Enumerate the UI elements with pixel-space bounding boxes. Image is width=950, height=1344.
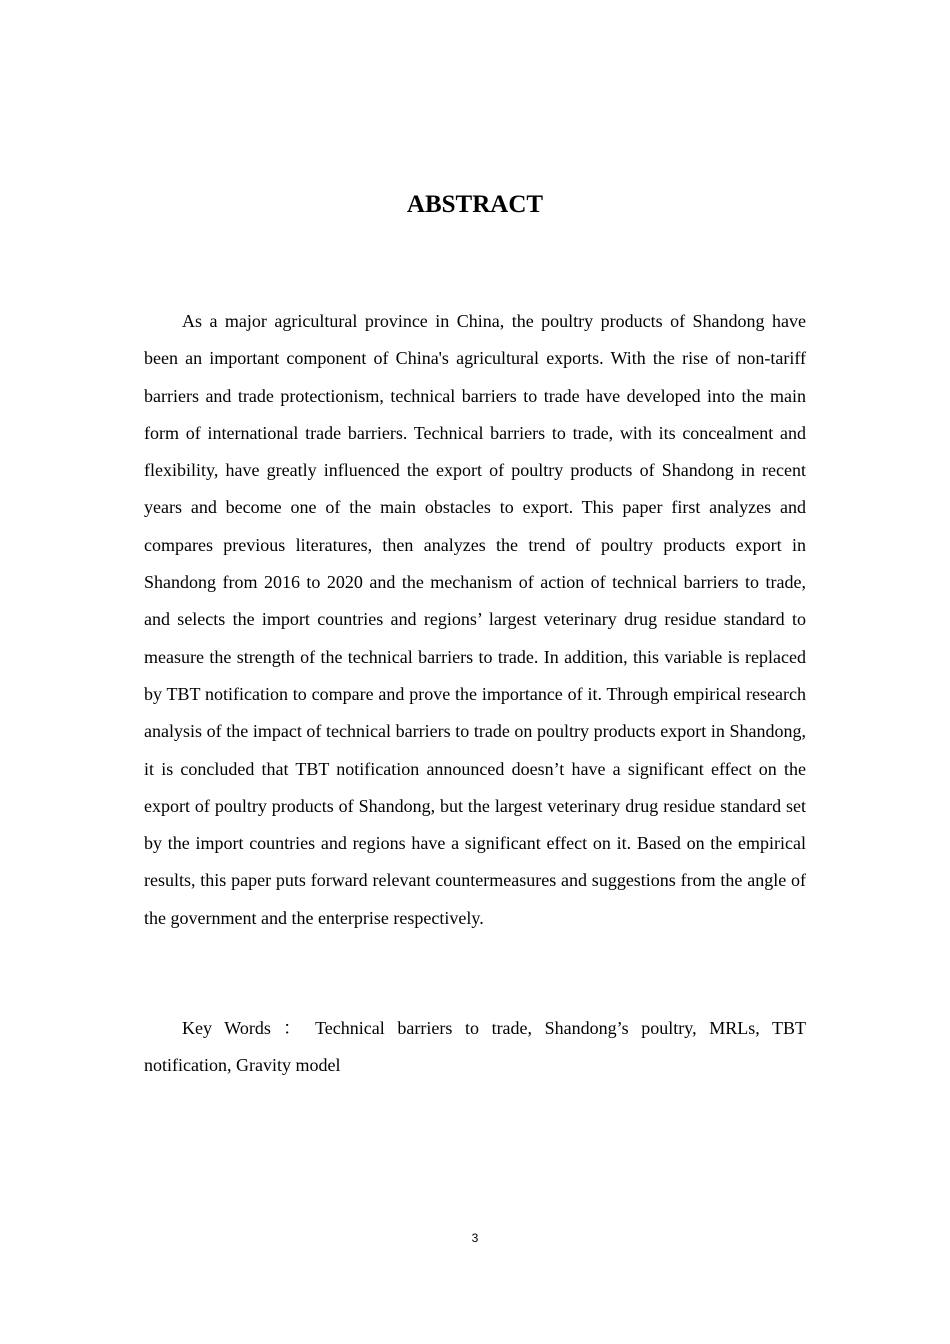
keywords-text: Technical barriers to trade, Shandong’s poultry, MRLs, TBT notification, Gravity model — [144, 1018, 807, 1076]
page-title: ABSTRACT — [406, 191, 544, 218]
keywords-separator: ： — [274, 1018, 310, 1038]
keywords-paragraph — [144, 1010, 806, 1085]
keywords-label: Key Words — [182, 1018, 271, 1038]
page-number: 3 — [471, 1231, 479, 1245]
abstract-paragraph: As a major agricultural province in China, the poultry products of Shandong have been an important component of China's agricultural exports. With the rise of non-tariff barriers and trade protectionism, technical barriers to trade have developed into the main form of international trade barriers. Technical barriers to trade, with its concealment and flexibility, have greatly influenced the export of poultry products of Shandong in recent years and become one of the main obstacles to export. This paper first analyzes and compares previous literatures, then analyzes the trend of poultry products export in Shandong from 2016 to 2020 and the mechanism of action of technical barriers to trade, and selects the import countries and regions’ largest veterinary drug residue standard to measure the strength of the technical barriers to trade. In addition, this variable is replaced by TBT notification to compare and prove the importance of it. Through empirical research analysis of the impact of technical barriers to trade on poultry products export in Shandong, it is concluded that TBT notification announced doesn’t have a significant effect on the export of poultry products of Shandong, but the largest veterinary drug residue standard set by the import countries and regions have a significant effect on it. Based on the empirical results, this paper puts forward relevant countermeasures and suggestions from the angle of the government and the enterprise respectively. — [144, 311, 806, 928]
